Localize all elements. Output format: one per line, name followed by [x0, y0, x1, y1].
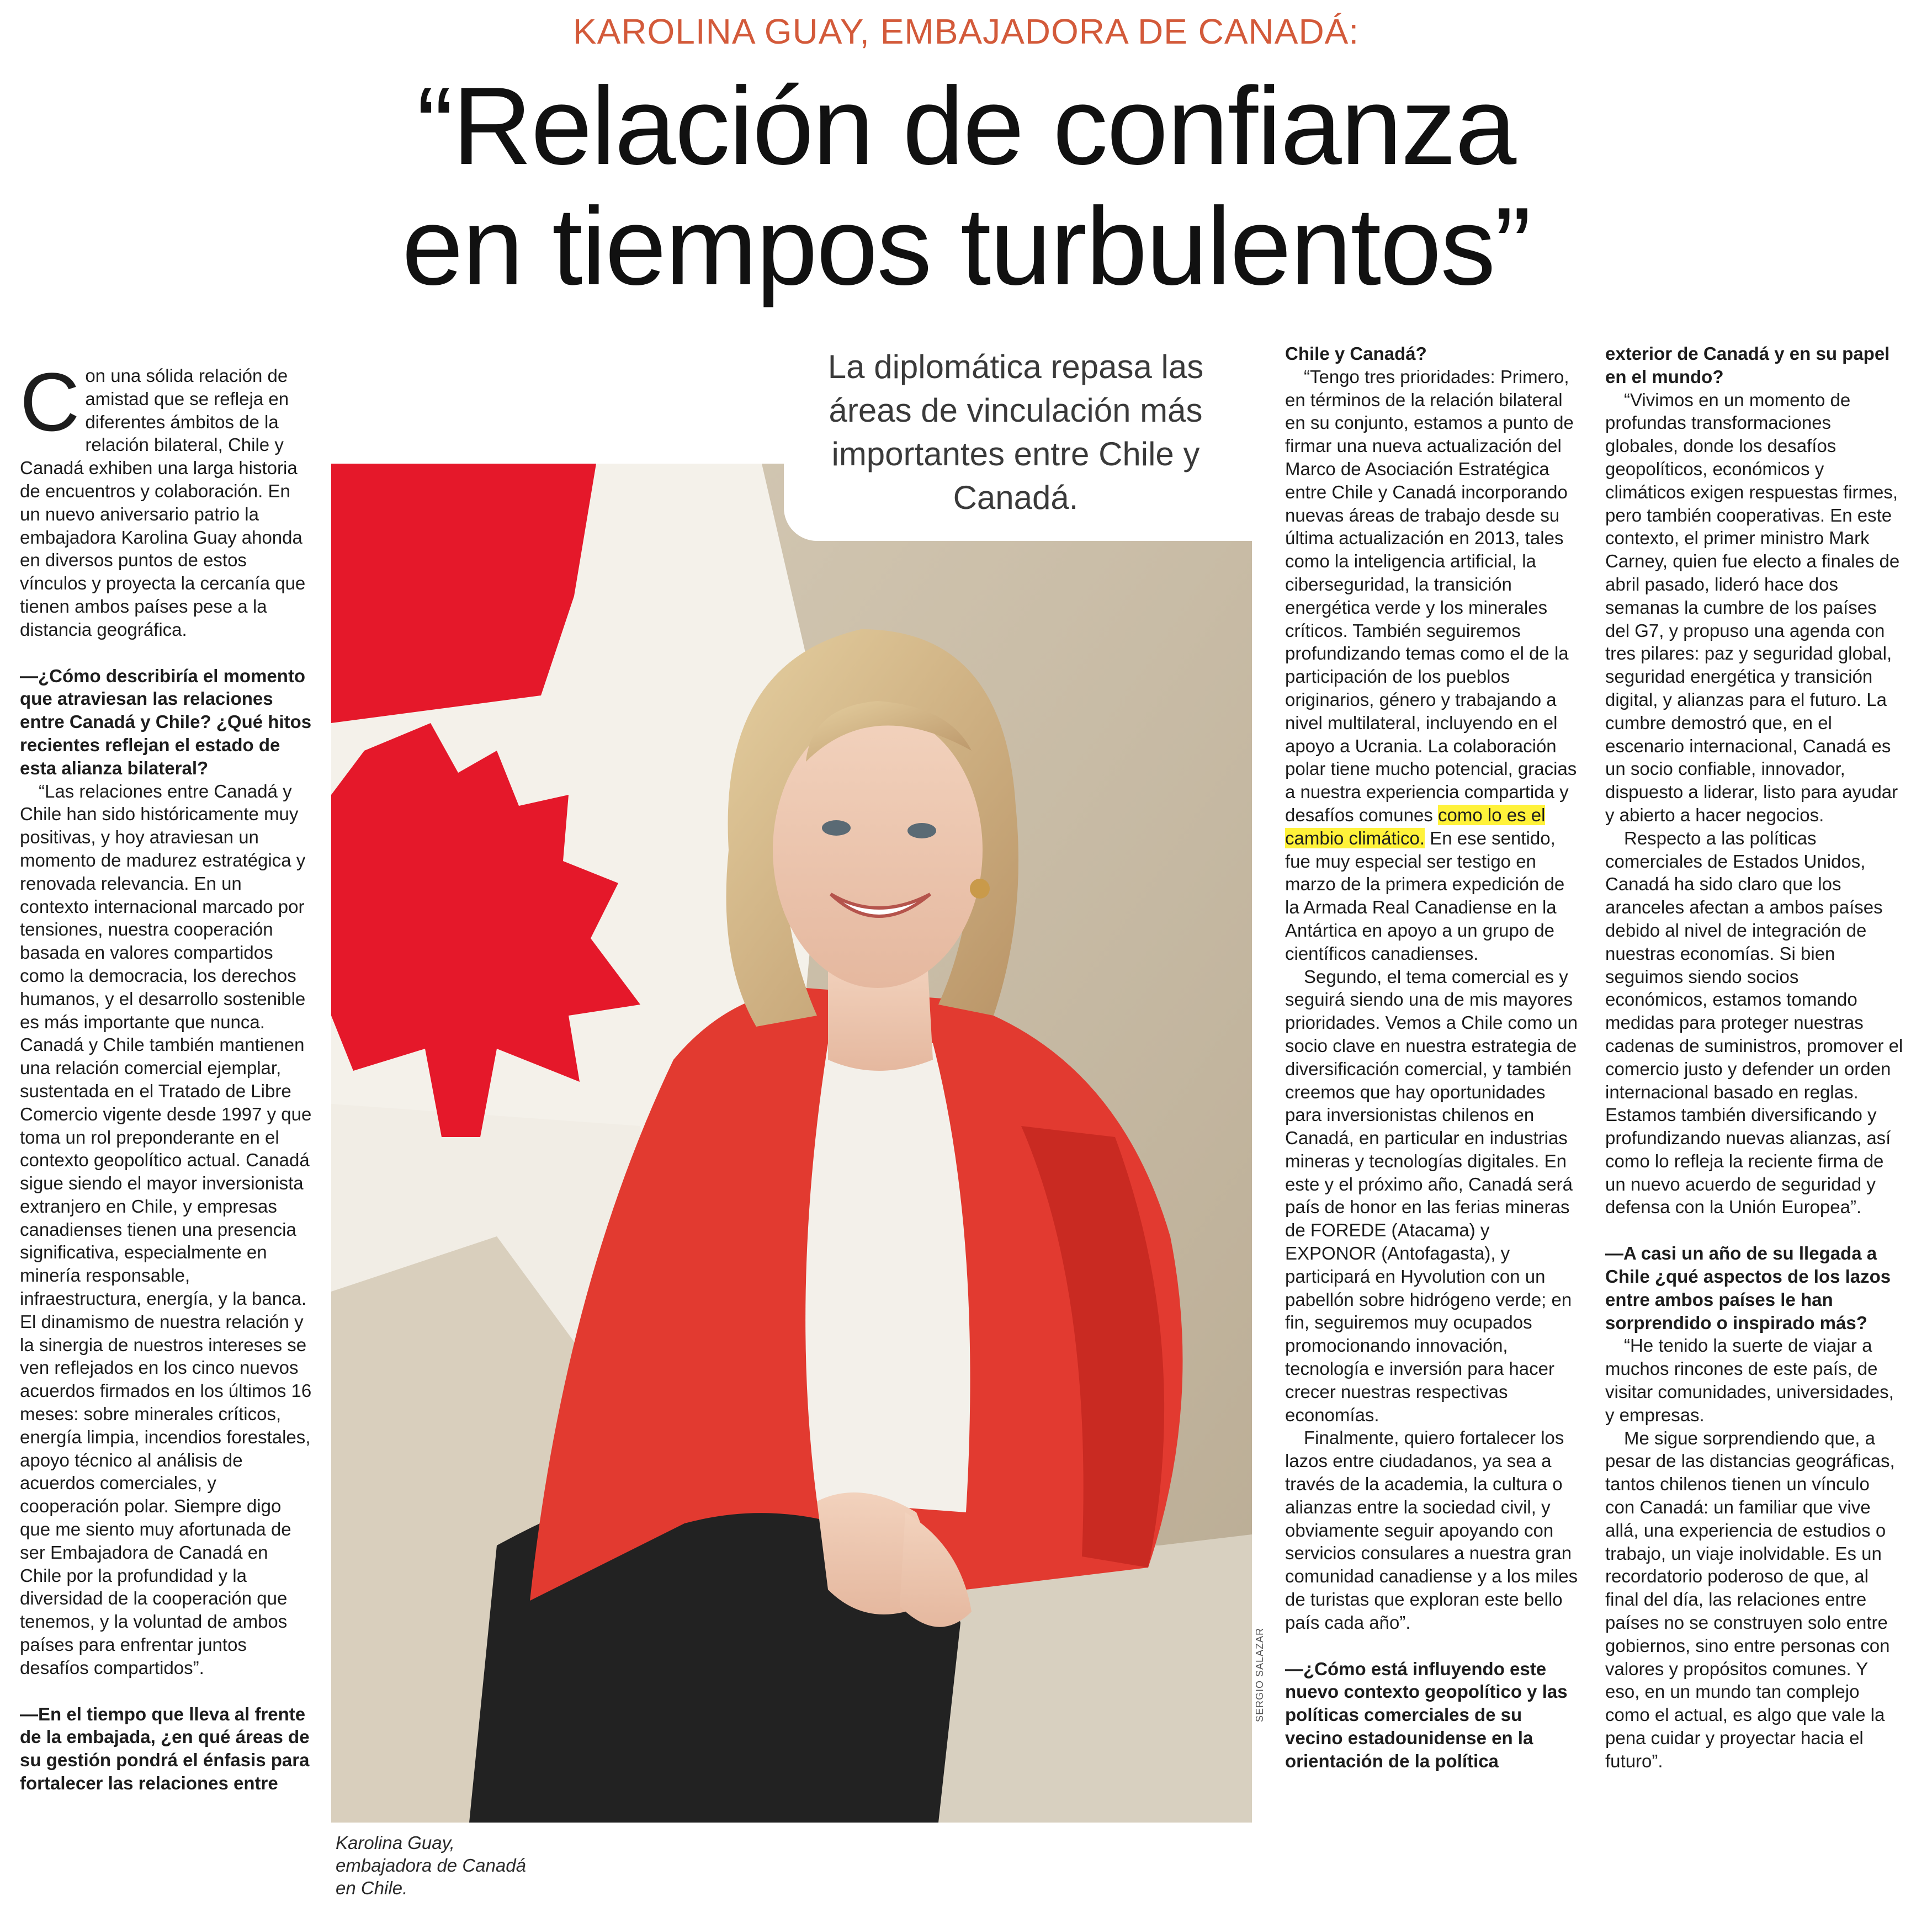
question-1: —¿Cómo describiría el momento que atraviesan las relaciones entre Canadá y Chile? ¿Qué hitos recientes reflejan el estado de esta alianza bilateral?: [20, 665, 312, 778]
article-column-1: [20, 355, 312, 1795]
highlighted-text: como lo es el cambio climático.: [1285, 804, 1546, 848]
question-3: —¿Cómo está influyendo este nuevo contexto geopolítico y las políticas comerciales de su vecino estadounidense en la orientación de la política: [1285, 1658, 1568, 1771]
question-2: —En el tiempo que lleva al frente de la embajada, ¿en qué áreas de su gestión pondrá el énfasis para fortalecer las relaciones entre: [20, 1703, 310, 1794]
question-2-end: Chile y Canadá?: [1285, 343, 1427, 364]
subdeck: La diplomática repasa las áreas de vinculación más importantes entre Chile y Canadá.: [827, 348, 1204, 516]
portrait-photo: [331, 464, 1252, 1823]
question-4: —A casi un año de su llegada a Chile ¿qué aspectos de los lazos entre ambos países le han sorprendido o inspirado más?: [1605, 1243, 1891, 1333]
answer-1: “Las relaciones entre Canadá y Chile han sido históricamente muy positivas, y hoy atraviesan un momento de madurez estratégica y renovada relevancia. En un contexto internacional marcado por tensiones, nuestra cooperación basada en valores compartidos como la democracia, los derechos humanos, y el desarrollo sostenible es más importante que nunca. Canadá y Chile también mantienen una relación comercial ejemplar, sustentada en el Tratado de Libre Comercio vigente desde 1997 y que toma un rol preponderante en el contexto geopolítico actual. Canadá sigue siendo el mayor inversionista extranjero en Chile, y empresas canadienses tienen una presencia significativa, especialmente en minería responsable, infraestructura, energía, y la banca. El dinamismo de nuestra relación y la sinergia de nuestros intereses se ven reflejados en los cinco nuevos acuerdos firmados en los últimos 16 meses: sobre minerales críticos, energía limpia, incendios forestales, apoyo técnico al análisis de acuerdos comerciales, y cooperación polar. Siempre digo que me siento muy afortunada de ser Embajadora de Canadá en Chile por la profundidad y la diversidad de la cooperación que tenemos, y la voluntad de ambos países para enfrentar juntos desafíos compartidos”.: [20, 780, 312, 1678]
dropcap: C: [20, 355, 80, 448]
answer-2-paragraph-1: “Tengo tres prioridades: Primero, en términos de la relación bilateral en su conjunto, estamos a punto de firmar una nueva actualización del Marco de Asociación Estratégica entre Chile y Canadá incorporando nuevas áreas de trabajo desde su última actualización en 2013, tales como la inteligencia artificial, la ciberseguridad, la transición energética verde y los minerales críticos. También seguiremos profundizando temas como el de la participación de los pueblos originarios, género y trabajando a nivel multilateral, incluyendo en el apoyo a Ucrania. La colaboración polar tiene mucho potencial, gracias a nuestra experiencia compartida y desafíos comunes como lo es el cambio climático. En ese sentido, fue muy especial ser testigo en marzo de la primera expedición de la Armada Real Canadiense en la Antártica en apoyo a un grupo de científicos canadienses.: [1285, 366, 1577, 964]
answer-3-paragraph-2: Respecto a las políticas comerciales de Estados Unidos, Canadá ha sido claro que los aranceles afectan a ambos países debido al nivel de integración de nuestras economías. Si bien seguimos siendo socios económicos, estamos tomando medidas para proteger nuestras cadenas de suministros, promover el comercio justo y defender un orden internacional basado en reglas. Estamos también diversificando y profundizando nuevas alianzas, así como lo refleja la reciente firma de un nuevo acuerdo de seguridad y defensa con la Unión Europea”.: [1605, 827, 1903, 1218]
intro-paragraph: Con una sólida relación de amistad que se refleja en diferentes ámbitos de la relación bilateral, Chile y Canadá exhiben una larga historia de encuentros y colaboración. En un nuevo aniversario patrio la embajadora Karolina Guay ahonda en diversos puntos de estos vínculos y proyecta la cercanía que tienen ambos países pese a la distancia geográfica.: [20, 355, 306, 640]
kicker: KAROLINA GUAY, EMBAJADORA DE CANADÁ:: [572, 12, 1360, 51]
question-3-end: exterior de Canadá y en su papel en el mundo?: [1605, 343, 1890, 387]
caption-line-3: en Chile.: [336, 1878, 408, 1898]
caption-line-2: embajadora de Canadá: [336, 1855, 526, 1876]
photo-credit: SERGIO SALAZAR: [1254, 1627, 1265, 1722]
answer-4-paragraph-2: Me sigue sorprendiendo que, a pesar de las distancias geográficas, tantos chilenos tienen un vínculo con Canadá: un familiar que vive allá, una experiencia de estudios o trabajo, un viaje inolvidable. Es un recordatorio poderoso de que, al final del día, las relaciones entre países no se construyen solo entre gobiernos, sino entre personas con valores y propósitos comunes. Y eso, en un mundo tan complejo como el actual, es algo que vale la pena cuidar y proyectar hacia el futuro”.: [1605, 1427, 1895, 1771]
answer-2-paragraph-3: Finalmente, quiero fortalecer los lazos entre ciudadanos, ya sea a través de la academia, la cultura o alianzas entre la sociedad civil, y obviamente seguir apoyando con servicios consulares a nuestra gran comunidad canadiense y a los miles de turistas que exploran este bello país cada año”.: [1285, 1427, 1578, 1633]
answer-2-paragraph-2: Segundo, el tema comercial es y seguirá siendo una de mis mayores prioridades. Vemos a Chile como un socio clave en nuestra estrategia de diversificación comercial, y también creemos que hay oportunidades para inversionistas chilenos en Canadá, en particular en industrias mineras y tecnologías digitales. En este y el próximo año, Canadá será país de honor en las ferias mineras de FOREDE (Atacama) y EXPONOR (Antofagasta), y participará en Hyvolution con un pabellón sobre hidrógeno verde; en fin, seguiremos muy ocupados promocionando innovación, tecnología e inversión para hacer crecer nuestras respectivas economías.: [1285, 966, 1578, 1425]
answer-4-paragraph-1: “He tenido la suerte de viajar a muchos rincones de este país, de visitar comunidades, universidades, y empresas.: [1605, 1335, 1894, 1425]
caption-line-1: Karolina Guay,: [336, 1832, 455, 1853]
photo-caption: [336, 1831, 612, 1899]
headline: [0, 66, 1932, 307]
headline-line-2: en tiempos turbulentos”: [401, 185, 1531, 308]
article-column-4: [1605, 342, 1903, 1773]
headline-line-1: “Relación de confianza: [416, 65, 1516, 188]
answer-3-paragraph-1: “Vivimos en un momento de profundas transformaciones globales, donde los desafíos geopolíticos, económicos y climáticos exigen respuestas firmes, pero también cooperativas. En este contexto, el primer ministro Mark Carney, quien fue electo a finales de abril pasado, lideró hace dos semanas la cumbre de los países del G7, y propuso una agenda con tres pilares: paz y seguridad global, seguridad energética y transición digital, y alianzas para el futuro. La cumbre demostró que, en el escenario internacional, Canadá es un socio confiable, innovador, dispuesto a liderar, listo para ayudar y abierto a hacer negocios.: [1605, 389, 1900, 825]
article-column-3: [1285, 342, 1583, 1773]
